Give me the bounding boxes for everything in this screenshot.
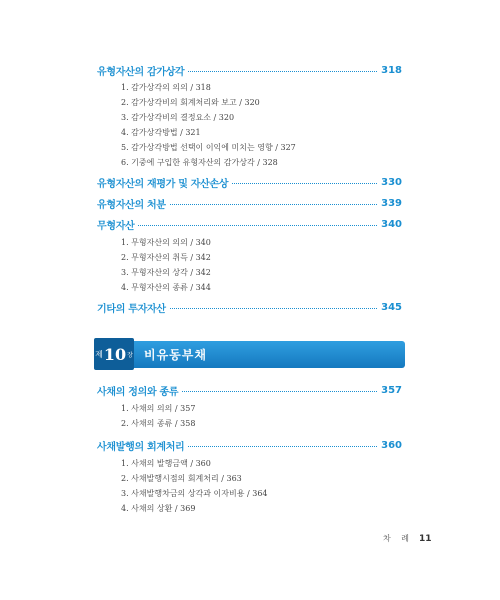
footer-label: 차 례 bbox=[383, 534, 413, 543]
toc-item[interactable]: 3. 사채발행차금의 상각과 이자비용 / 364 bbox=[121, 489, 268, 498]
page-number: 11 bbox=[419, 534, 432, 544]
toc-item[interactable]: 1. 사채의 발행금액 / 360 bbox=[121, 459, 211, 468]
toc-item[interactable]: 2. 감가상각비의 회계처리와 보고 / 320 bbox=[121, 98, 260, 107]
dot-leader bbox=[170, 204, 377, 205]
section-page: 340 bbox=[381, 218, 402, 230]
chapter-number: 10 bbox=[103, 344, 127, 364]
section-title: 유형자산의 감가상각 bbox=[97, 66, 185, 78]
toc-section-bond-definition[interactable] bbox=[97, 382, 402, 398]
toc-item[interactable]: 3. 무형자산의 상각 / 342 bbox=[121, 268, 211, 277]
section-page: 357 bbox=[381, 384, 402, 396]
dot-leader bbox=[188, 446, 377, 447]
dot-leader bbox=[138, 225, 377, 226]
toc-item[interactable]: 2. 무형자산의 취득 / 342 bbox=[121, 253, 211, 262]
toc-item[interactable]: 1. 감가상각의 의의 / 318 bbox=[121, 83, 211, 92]
toc-item[interactable]: 1. 사채의 의의 / 357 bbox=[121, 404, 196, 413]
section-page: 360 bbox=[381, 439, 402, 451]
toc-section-bond-issuance[interactable] bbox=[97, 437, 402, 453]
toc-section-other-investments[interactable] bbox=[97, 299, 402, 315]
section-title: 기타의 투자자산 bbox=[97, 303, 166, 315]
toc-section-disposal[interactable] bbox=[97, 195, 402, 211]
section-page: 330 bbox=[381, 176, 402, 188]
section-page: 318 bbox=[381, 64, 402, 76]
chapter-suffix: 장 bbox=[127, 351, 133, 359]
toc-item[interactable]: 6. 기중에 구입한 유형자산의 감가상각 / 328 bbox=[121, 158, 278, 167]
toc-item[interactable]: 2. 사채발행시점의 회계처리 / 363 bbox=[121, 474, 242, 483]
chapter-prefix: 제 bbox=[95, 349, 103, 359]
toc-item[interactable]: 5. 감가상각방법 선택이 이익에 미치는 영향 / 327 bbox=[121, 143, 296, 152]
toc-item[interactable]: 4. 무형자산의 종류 / 344 bbox=[121, 283, 211, 292]
toc-item[interactable]: 4. 사채의 상환 / 369 bbox=[121, 504, 196, 513]
toc-section-revaluation[interactable] bbox=[97, 174, 402, 190]
chapter-title: 비유동부채 bbox=[144, 348, 207, 362]
dot-leader bbox=[232, 183, 377, 184]
chapter-banner[interactable] bbox=[96, 341, 405, 368]
section-title: 사채의 정의와 종류 bbox=[97, 386, 179, 398]
section-title: 유형자산의 처분 bbox=[97, 199, 166, 211]
dot-leader bbox=[188, 71, 377, 72]
toc-section-intangible[interactable] bbox=[97, 216, 402, 232]
section-title: 무형자산 bbox=[97, 220, 135, 232]
section-title: 사채발행의 회계처리 bbox=[97, 441, 185, 453]
dot-leader bbox=[170, 308, 377, 309]
toc-item[interactable]: 3. 감가상각비의 결정요소 / 320 bbox=[121, 113, 235, 122]
toc-section-depreciation[interactable] bbox=[97, 62, 402, 78]
toc-item[interactable]: 1. 무형자산의 의의 / 340 bbox=[121, 238, 211, 247]
dot-leader bbox=[182, 391, 377, 392]
toc-item[interactable]: 2. 사채의 종류 / 358 bbox=[121, 419, 196, 428]
section-title: 유형자산의 재평가 및 자산손상 bbox=[97, 178, 229, 190]
chapter-number-box bbox=[94, 338, 134, 370]
page-footer bbox=[383, 533, 432, 544]
chapter-band bbox=[96, 341, 405, 368]
toc-item[interactable]: 4. 감가상각방법 / 321 bbox=[121, 128, 201, 137]
section-page: 339 bbox=[381, 197, 402, 209]
section-page: 345 bbox=[381, 301, 402, 313]
